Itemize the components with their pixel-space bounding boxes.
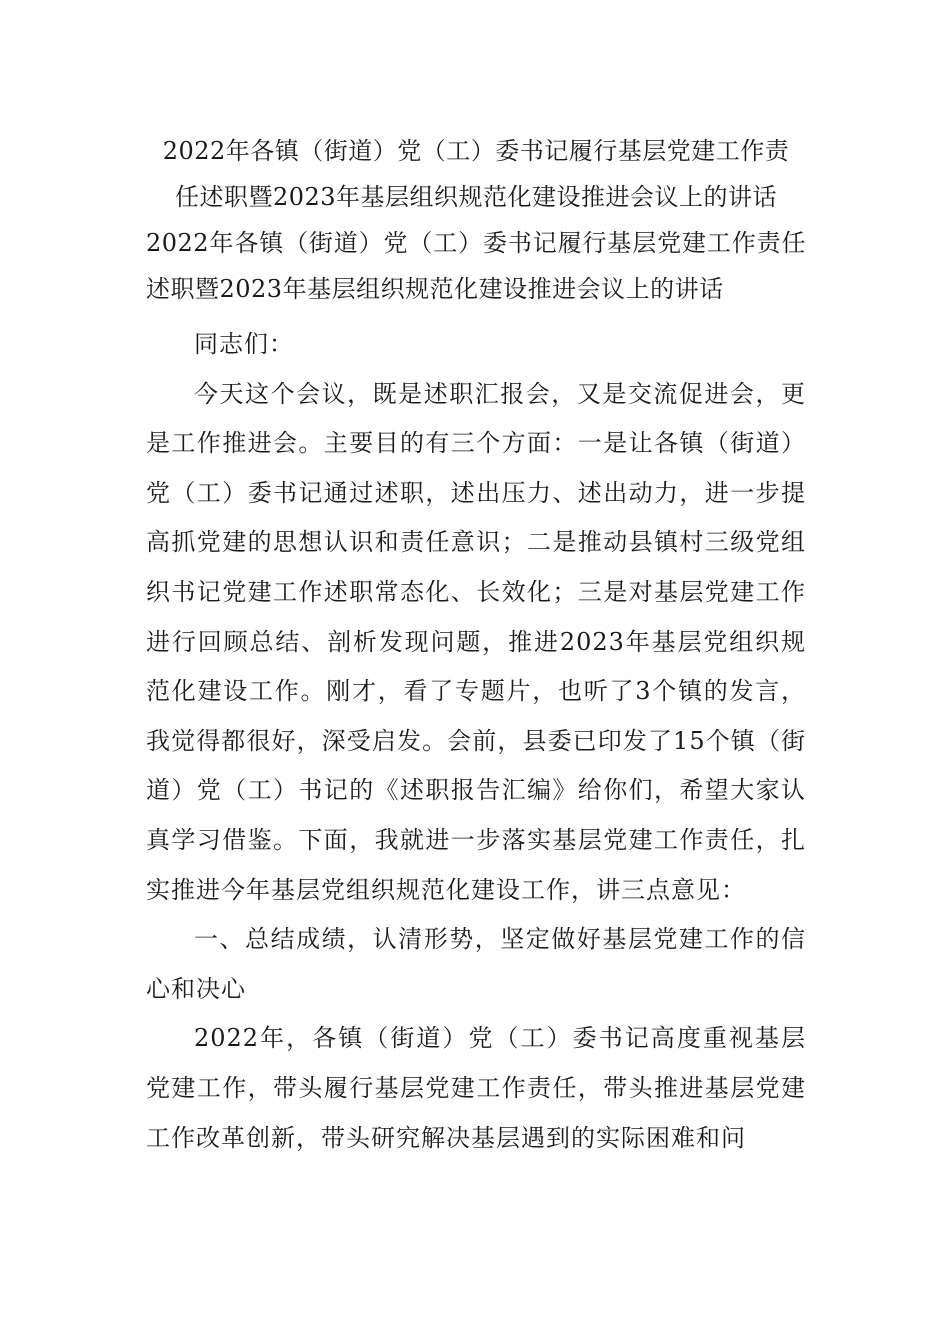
document-title-repeat: 2022年各镇（街道）党（工）委书记履行基层党建工作责任述职暨2023年基层组织规范化建设推进会议上的讲话 — [146, 229, 806, 303]
paragraph-2022-review: 2022年，各镇（街道）党（工）委书记高度重视基层党建工作，带头履行基层党建工作责任，带头推进基层党建工作改革创新，带头研究解决基层遇到的实际困难和问 — [146, 1024, 806, 1152]
document-title-line-2: 任述职暨2023年基层组织规范化建设推进会议上的讲话 — [174, 183, 778, 211]
document-title-line-1: 2022年各镇（街道）党（工）委书记履行基层党建工作责 — [162, 137, 790, 165]
document-body — [146, 128, 806, 1163]
section-heading-1: 一、总结成绩，认清形势，坚定做好基层党建工作的信心和决心 — [146, 925, 806, 1003]
paragraph-intro: 今天这个会议，既是述职汇报会，又是交流促进会，更是工作推进会。主要目的有三个方面：一是让各镇（街道）党（工）委书记通过述职，述出压力、述出动力，进一步提高抓党建的思想认识和责任意识；二是推动县镇村三级党组织书记党建工作述职常态化、长效化；三是对基层党建工作进行回顾总结、剖析发现问题，推进2023年基层党组织规范化建设工作。刚才，看了专题片，也听了3个镇的发言，我觉得都很好，深受启发。会前，县委已印发了15个镇（街道）党（工）书记的《述职报告汇编》给你们，希望大家认真学习借鉴。下面，我就进一步落实基层党建工作责任，扎实推进今年基层党组织规范化建设工作，讲三点意见： — [146, 379, 806, 904]
salutation: 同志们： — [194, 330, 294, 358]
